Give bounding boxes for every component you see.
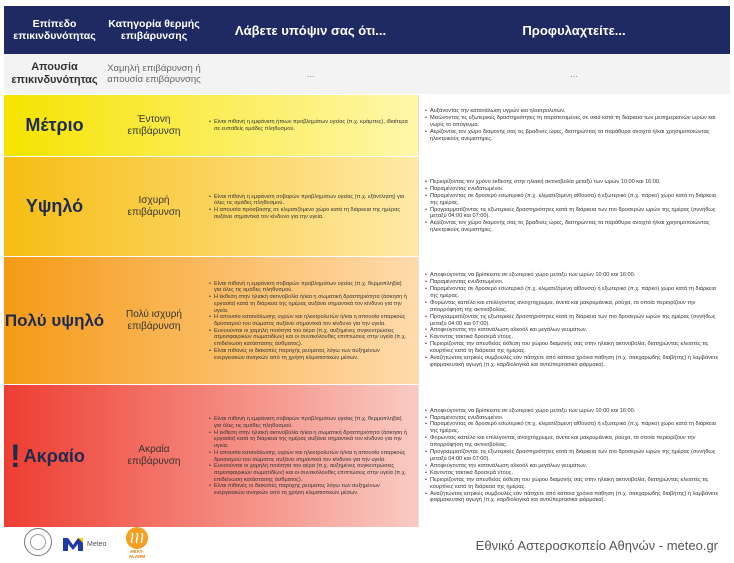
bullet-item: • Παραμένοντας σε δροσερό εσωτερικό (π.χ. κλιματιζόμενη αίθουσα) ή εξωτερικό (π.χ. πάρκο) χώρο κατά τη διάρκεια της ημέρας. — [425, 193, 724, 207]
bullet-item: • Φορώντας καπέλο και επιλέγοντας ανοιχτόχρωμα, άνετα και μακρυμάνικα, ρούχα, τα οποία περιορίζουν την απορρόφηση της ακτινοβολίας. — [425, 435, 724, 449]
bullet-item: • Προγραμματίζοντας τις εξωτερικές δραστηριότητες κατά τη διάρκεια των πιο δροσερών ωρών της ημέρας (συνήθως μεταξύ 04:00 και 07:00). — [425, 207, 724, 221]
heat-category-label: Ακραία επιβάρυνση — [127, 444, 181, 467]
bullet-item: • Περιορίζοντας την απευθείας έκθεση του χώρου διαμονής σας στην ηλιακή ακτινοβολία, διατηρώντας κλειστές τις κουρτίνες κατά τη διάρκεια της ημέρας. — [425, 341, 724, 355]
bullet-item: • Παραμένοντας σε δροσερό εσωτερικό (π.χ. κλιματιζόμενη αίθουσα) ή εξωτερικό (π.χ. πάρκο) χώρο κατά τη διάρκεια της ημέρας. — [425, 286, 724, 300]
bullet-item: • Αναζητώντας ιατρικές συμβουλές εάν πάσχετε από κάποια χρόνια πάθηση (π.χ. σακχαρώδης διαβήτης) ή λαμβάνετε φαρμακευτική αγωγή (π.χ. καρδιολογικά και αντιϋπερτασικά φάρμακα). — [425, 491, 724, 505]
precautions-cell: ... — [570, 69, 578, 79]
header-heat-category: Κατηγορία θερμής επιβάρυνσης — [108, 18, 200, 42]
considerations-cell: ... — [306, 69, 315, 79]
header-considerations: Λάβετε υπόψιν σας ότι... — [234, 22, 387, 38]
risk-row-high — [4, 156, 730, 256]
bullet-item: • Παραμένοντας ενυδατωμένοι. — [425, 415, 724, 422]
observatory-seal-logo — [24, 528, 52, 556]
bullet-item: • Είναι πιθανή η εμφάνιση σοβαρών προβλημάτων υγείας (π.χ. θερμοπληξία) για όλες τις ομάδες πληθυσμού. — [209, 281, 410, 294]
bullet-item: • Προγραμματίζοντας τις εξωτερικές δραστηριότητες κατά τη διάρκεια των πιο δροσερών ωρών της ημέρας (συνήθως μεταξύ 04:00 και 07:00). — [425, 449, 724, 463]
bullet-item: • Η έκθεση στην ηλιακή ακτινοβολία ή/και η σωματική δραστηριότητα (άσκηση ή εργασία) κατά τη διάρκεια της ημέρας αυξάνει σημαντικά τον κίνδυνο για την υγεία. — [209, 294, 410, 314]
heat-risk-table — [4, 6, 730, 527]
meteo-logo — [62, 533, 122, 555]
bullet-item: • Είναι πιθανή η εμφάνιση σοβαρών προβλημάτων υγείας (π.χ. θερμοπληξία) για όλες τις ομάδες πληθυσμού. — [209, 416, 410, 429]
heat-wave-icon — [126, 527, 148, 549]
bullet-item: • Αερίζοντας τον χώρο διαμονής σας τις βραδινές ώρες, διατηρώντας τα παράθυρα ανοιχτά ή/και χρησιμοποιώντας ηλεκτρικούς ανεμιστήρες. — [425, 129, 724, 143]
bullet-item: • Είναι πιθανή η εμφάνιση σοβαρών προβλημάτων υγείας (π.χ. εξάντληση) για όλες τις ομάδες πληθυσμού. — [209, 194, 410, 207]
considerations-list — [209, 119, 410, 132]
risk-row-very-high — [4, 256, 730, 384]
bullet-item: • Παραμένοντας ενυδατωμένοι. — [425, 186, 724, 193]
heat-category-label: Έντονη επιβάρυνση — [127, 113, 181, 137]
risk-level-label: Μέτριο — [25, 115, 84, 135]
risk-row-moderate — [4, 94, 730, 156]
precautions-cell — [418, 257, 730, 384]
bullet-item: • Αποφεύγοντας να βρίσκεστε σε εξωτερικό χώρο μεταξύ των ωρών 10:00 και 16:00. — [425, 272, 724, 279]
bullet-item: • Η απουσία πρόσβασης σε κλιματιζόμενο χώρο κατά τη διάρκεια της ημέρας αυξάνει σημαντικά τον κίνδυνο για την υγεία. — [209, 207, 410, 220]
bullet-item: • Ευνοούνται οι χαμηλή ποιότητα του αέρα (π.χ. αυξημένες συγκεντρώσεις ατμοσφαιρικών σωματιδίων) και οι συνακόλουθες επιπτώσεις στην υγεία (π.χ. επιδείνωση κατάστασης άσθματος). — [209, 328, 410, 348]
risk-level-label: Πολύ υψηλό — [4, 311, 105, 330]
meteo-logo-text: Meteo — [87, 540, 107, 548]
bullet-item: • Παραμένοντας σε δροσερό εσωτερικό (π.χ. κλιματιζόμενη αίθουσα) ή εξωτερικό (π.χ. πάρκο) χώρο κατά τη διάρκεια της ημέρας. — [425, 421, 724, 435]
footer-title: Εθνικό Αστεροσκοπείο Αθηνών - meteo.gr — [475, 538, 718, 553]
bullet-item: • Φορώντας καπέλο και επιλέγοντας ανοιχτόχρωμα, άνετα και μακρυμάνικα, ρούχα, τα οποία περιορίζουν την απορρόφηση της ακτινοβολίας. — [425, 300, 724, 314]
bullet-item: • Είναι πιθανές οι διακοπές παροχής ρεύματος λόγω των αυξημένων ενεργειακών αναγκών από τη χρήση κλιματιστικών μέσων. — [209, 483, 410, 496]
heat-alarm-text: HEAT-ALARM — [128, 549, 146, 559]
heat-category-label: Πολύ ισχυρή επιβάρυνση — [126, 308, 182, 332]
risk-level-label: Απουσία επικινδυνότητας — [11, 61, 98, 86]
bullet-item: • Είναι πιθανή η εμφάνιση ήπιων προβλημάτων υγείας (π.χ. κράμπες), ιδιαίτερα σε ευπαθείς ομάδες πληθυσμού. — [209, 119, 410, 132]
bullet-item: • Περιορίζοντας την απευθείας έκθεση του χώρου διαμονής σας στην ηλιακή ακτινοβολία, διατηρώντας κλειστές τις κουρτίνες κατά τη διάρκεια της ημέρας. — [425, 477, 724, 491]
considerations-cell — [203, 385, 418, 527]
bullet-item: • Προγραμματίζοντας τις εξωτερικές δραστηριότητες κατά τη διάρκεια των πιο δροσερών ωρών της ημέρας (συνήθως μεταξύ 04:00 και 07:00). — [425, 314, 724, 328]
precautions-cell — [418, 95, 730, 156]
bullet-item: • Μειώνοντας τις εξωτερικές δραστηριότητες τη παρατεταμένες σε σκιά κατά τη διάρκεια των μεσημεριανών ωρών και νωρίς το απόγευμα. — [425, 115, 724, 129]
considerations-list — [209, 416, 410, 496]
bullet-item: • Η απουσία κατανάλωσης υγρών και ηλεκτρολυτών ή/και η απουσία επαρκούς δροσισμού του σώματος αυξάνει σημαντικά τον κίνδυνο για την υγεία. — [209, 450, 410, 463]
header-precautions: Προφυλαχτείτε... — [522, 22, 626, 38]
bullet-item: • Η απουσία κατανάλωσης υγρών και ηλεκτρολυτών ή/και η απουσία επαρκούς δροσισμού του σώματος αυξάνει σημαντικά τον κίνδυνο για την υγεία. — [209, 314, 410, 327]
bullet-item: • Αυξάνοντας την κατανάλωση υγρών και ηλεκτρολυτών. — [425, 108, 724, 115]
meteo-m-icon — [62, 536, 84, 552]
bullet-item: • Αποφεύγοντας την κατανάλωση αλκοόλ και μεγάλων γευμάτων. — [425, 463, 724, 470]
heat-alarm-logo — [124, 527, 150, 557]
considerations-list — [209, 194, 410, 221]
precautions-list — [425, 108, 724, 143]
risk-level-label: Υψηλό — [25, 196, 84, 216]
risk-row-extreme — [4, 384, 730, 527]
precautions-list — [425, 272, 724, 369]
risk-level-cell — [4, 385, 105, 527]
bullet-item: • Κάνοντας τακτικά δροσερά ντους. — [425, 334, 724, 341]
bullet-item: • Παραμένοντας ενυδατωμένοι. — [425, 279, 724, 286]
considerations-cell — [203, 95, 418, 156]
considerations-list — [209, 281, 410, 361]
bullet-item: • Είναι πιθανές οι διακοπές παροχής ρεύματος λόγω των αυξημένων ενεργειακών αναγκών από τη χρήση κλιματιστικών μέσων. — [209, 348, 410, 361]
precautions-list — [425, 179, 724, 234]
bullet-item: • Κάνοντας τακτικά δροσερά ντους. — [425, 470, 724, 477]
precautions-cell — [418, 385, 730, 527]
considerations-cell — [203, 257, 418, 384]
risk-row-none — [4, 54, 730, 94]
risk-level-label: Ακραίο — [23, 445, 85, 466]
heat-category-label: Χαμηλή επιβάρυνση ή απουσία επιβάρυνσης — [107, 63, 201, 85]
bullet-item: • Η έκθεση στην ηλιακή ακτινοβολία ή/και η σωματική δραστηριότητα (άσκηση ή εργασία) κατά τη διάρκεια της ημέρας αυξάνει σημαντικά τον κίνδυνο για την υγεία. — [209, 430, 410, 450]
footer — [0, 524, 734, 563]
bullet-item: • Αποφεύγοντας να βρίσκεστε σε εξωτερικό χώρο μεταξύ των ωρών 10:00 και 16:00. — [425, 408, 724, 415]
heat-category-label: Ισχυρή επιβάρυνση — [127, 194, 181, 218]
warning-exclamation-icon: ! — [10, 438, 21, 474]
bullet-item: • Αναζητώντας ιατρικές συμβουλές εάν πάσχετε από κάποια χρόνια πάθηση (π.χ. σακχαρώδης διαβήτης) ή λαμβάνετε φαρμακευτική αγωγή (π.χ. καρδιολογικά και αντιϋπερτασικά φάρμακα). — [425, 355, 724, 369]
bullet-item: • Ευνοούνται οι χαμηλή ποιότητα του αέρα (π.χ. αυξημένες συγκεντρώσεις ατμοσφαιρικών σωματιδίων) και οι συνακόλουθες επιπτώσεις στην υγεία (π.χ. επιδείνωση κατάστασης άσθματος). — [209, 463, 410, 483]
precautions-cell — [418, 157, 730, 256]
bullet-item: • Αερίζοντας τον χώρο διαμονής σας τις βραδινές ώρες, διατηρώντας τα παράθυρα ανοιχτά ή/και χρησιμοποιώντας ηλεκτρικούς ανεμιστήρες. — [425, 220, 724, 234]
bullet-item: • Αποφεύγοντας την κατανάλωση αλκοόλ και μεγάλων γευμάτων. — [425, 327, 724, 334]
bullet-item: • Περιορίζοντας τον χρόνο έκθεσης στην ηλιακή ακτινοβολία μεταξύ των ωρών 10:00 και 16:00. — [425, 179, 724, 186]
precautions-list — [425, 408, 724, 505]
table-header — [4, 6, 730, 54]
header-risk-level: Επίπεδο επικινδυνότητας — [13, 18, 96, 42]
considerations-cell — [203, 157, 418, 256]
